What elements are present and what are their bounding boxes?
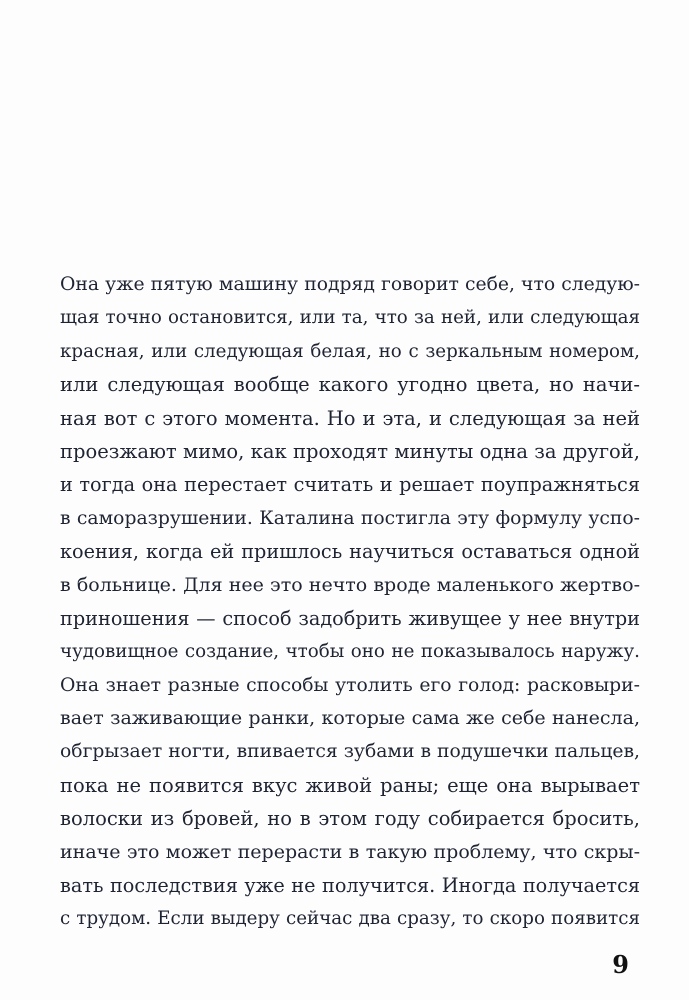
- text-line: или следующая вообще какого угодно цвета, но начи-: [60, 373, 640, 397]
- text-line: вает заживающие ранки, которые сама же себе нанесла,: [60, 707, 640, 730]
- text-line: и тогда она перестает считать и решает поупражняться: [60, 473, 640, 497]
- text-line: в больнице. Для нее это нечто вроде маленького жертво-: [60, 573, 640, 596]
- text-line: вать последствия уже не получится. Иногда получается: [60, 874, 640, 898]
- page-number: 9: [612, 950, 629, 979]
- text-line: пока не появится вкус живой раны; еще она вырывает: [60, 773, 640, 797]
- text-line: с трудом. Если выдеру сейчас два сразу, то скоро появится: [60, 908, 640, 930]
- body-text: [60, 268, 640, 936]
- text-line: волоски из бровей, но в этом году собирается бросить,: [60, 807, 640, 831]
- text-line: чудовищное создание, чтобы оно не показывалось наружу.: [60, 641, 640, 663]
- text-line: щая точно остановится, или та, что за ней, или следующая: [60, 307, 640, 329]
- text-line: приношения — способ задобрить живущее у нее внутри: [60, 606, 640, 630]
- text-line: обгрызает ногти, впивается зубами в подушечки пальцев,: [60, 741, 640, 763]
- text-line: коения, когда ей пришлось научиться оставаться одной: [60, 540, 640, 564]
- text-line: проезжают мимо, как проходят минуты одна за другой,: [60, 439, 640, 463]
- text-line: иначе это может перерасти в такую проблему, что скры-: [60, 840, 640, 863]
- text-line: в саморазрушении. Каталина постигла эту формулу успо-: [60, 507, 640, 529]
- text-line: красная, или следующая белая, но с зеркальным номером,: [60, 340, 640, 362]
- text-line: Она уже пятую машину подряд говорит себе, что следую-: [60, 274, 640, 295]
- text-line: Она знает разные способы утолить его голод: расковыри-: [60, 674, 640, 696]
- text-line: ная вот с этого момента. Но и эта, и следующая за ней: [60, 406, 640, 430]
